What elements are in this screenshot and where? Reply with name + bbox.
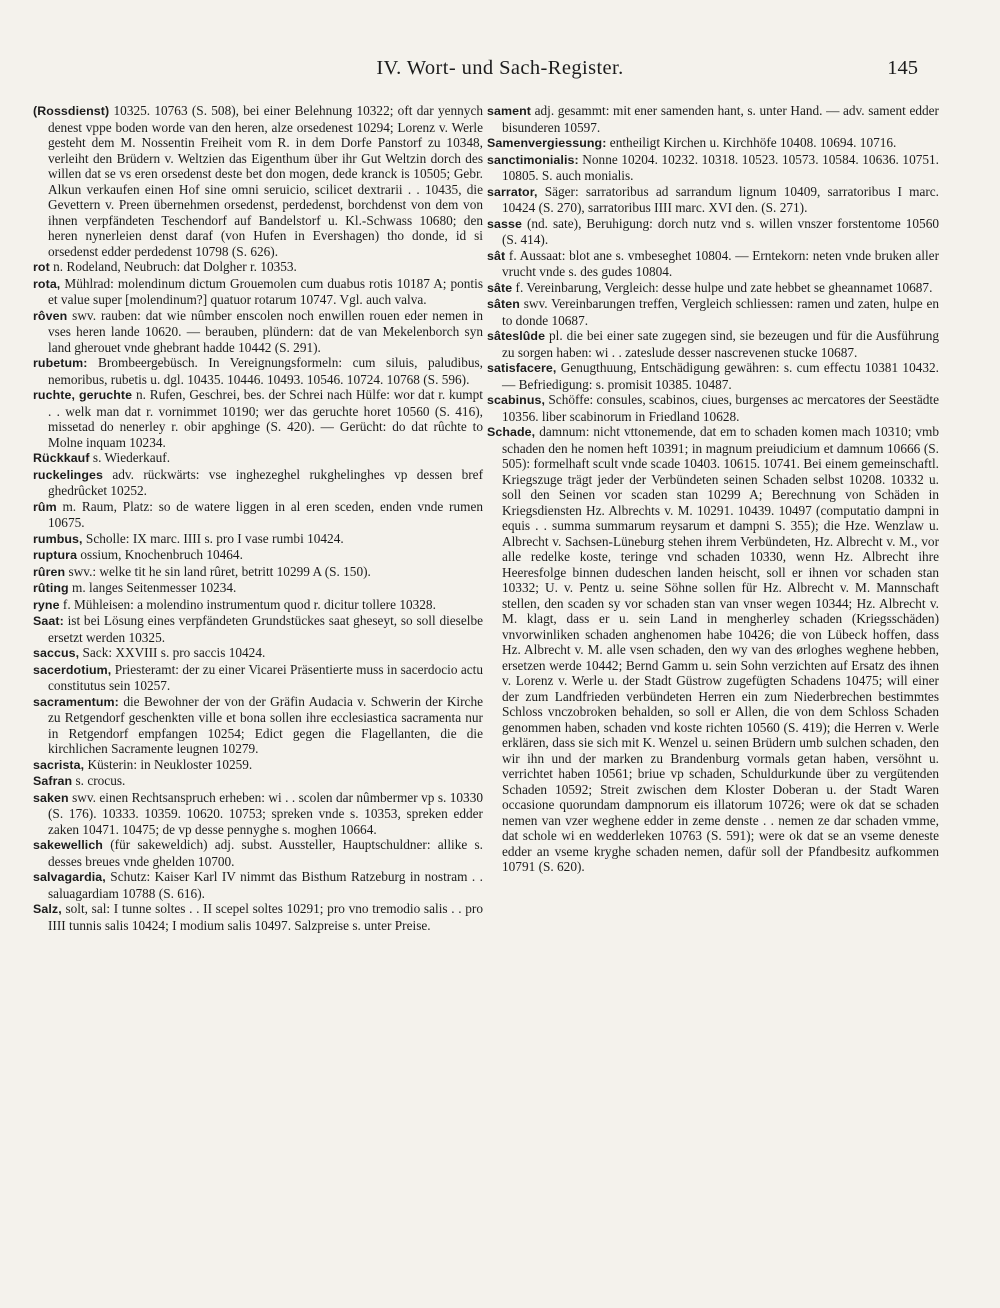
entry-headword: rubetum: [33, 356, 88, 370]
register-entry [487, 248, 939, 280]
entry-text: Schöffe: consules, scabinos, ciues, burgenses ac mercatores der Seestädte 10356. liber scabinorum in Friedland 10628. [502, 392, 940, 424]
register-entry [487, 103, 939, 135]
entry-headword: scabinus, [487, 393, 546, 407]
entry-text: s. Wiederkauf. [92, 450, 171, 465]
entry-text: solt, sal: I tunne soltes . . II scepel soltes 10291; pro vno tremodio salis . . pro IIII tunnis salis 10424; I modium salis 10497. Salzpreise s. unter Preise. [48, 901, 483, 933]
entry-text: entheiligt Kirchen u. Kirchhöfe 10408. 10694. 10716. [609, 135, 897, 150]
entry-headword: rumbus, [33, 531, 83, 546]
register-entry [33, 837, 483, 869]
entry-headword: ryne [33, 597, 60, 612]
entry-text: n. Rodeland, Neubruch: dat Dolgher r. 10353. [53, 259, 297, 274]
entry-headword: Schade, [487, 425, 536, 439]
entry-headword: rot [33, 260, 50, 274]
entry-headword: Saat: [33, 614, 64, 628]
register-entry [487, 280, 939, 297]
entry-text: 10325. 10763 (S. 508), bei einer Belehnung 10322; oft dar yennych denest vppe boden worde van den heren, alze orsedenest 10294; Lorenz v. Werle gesteht dem M. Nossentin Freiheit vom R. in dem Dorfe Panstorf zu 10348, verleiht den Brüdern v. Weltzien das Eigenthum über ihr Gut Weltzin dorch des willen dat se vs eren orsedenst deste bet don mogen, dede kranck is 10505; Gebr. Alkun verkaufen einen Hof sine omni seruicio, scilicet dextrarii . . 10435, die Gevettern v. Preen übernehmen orsedenst, perdedenst, borchdenst von dem von ihnen verpfändeten Teschendorf auf Bandelstorf u. Kl.-Schwass 10680; den heren nynerleien denst daraf (von Hufen in Evershagen) tho donde, id si orsedenst edder perdedenst 10798 (S. 626). [48, 103, 484, 259]
entry-headword: (Rossdienst) [33, 104, 110, 118]
entry-text: (für sakeweldich) adj. subst. Aussteller, Hauptschuldner: allike s. desses breues vnde ghelden 10700. [48, 837, 483, 869]
entry-headword: salvagardia, [33, 870, 106, 884]
register-entry [33, 467, 483, 499]
register-entry [33, 694, 483, 757]
entry-text: Nonne 10204. 10232. 10318. 10523. 10573. 10584. 10636. 10751. 10805. S. auch monialis. [502, 151, 939, 183]
entry-text: swv. rauben: dat wie nûmber enscolen noch enwillen rouen eder nemen in vses heren lande 10620. — berauben, plündern: dat de van Mekelenborch syn land gherouet vnde ghebrant hadde 10442 (S. 291). [48, 307, 483, 355]
register-entry [33, 387, 483, 450]
entry-text: ist bei Lösung eines verpfändeten Grundstückes saat gheseyt, so soll dieselbe ersetzt werden 10325. [48, 613, 484, 645]
register-entry [33, 355, 483, 387]
entry-text: damnum: nicht vttonemende, dat em to schaden komen mach 10310; vmb schaden den he nomen heft 10391; in magnum preiudicium et damnum 10666 (S. 505): formelhaft scult vnde scade 10403. 10615. 10741. Bei einem gemeinschaftl. Kriegszuge trägt jeder der Verbündeten seinen Schaden selbst 10208. 10332 u. soll den Seinen vor scaden stan 10299 A; Berechnung von Schäden in Kriegsdiensten Hz. Albrechts v. M. 10291. 10439. 10497 (computatio dampni in equis . . summa summarum reysarum et dampni S. 355); die Hze. Wenzlaw u. Albrecht v. Sachsen-Lüneburg stehen ihrem Verbündeten, Hz. Albrecht v. M., vor alle redelke koste, teringe vnd schaden 10330, wenn Hz. Albrecht ihre Heeresfolge binnen dudeschen landen heischt, soll er ihnen vor schaden stan 10332; U. v. Pentz u. seine Söhne sollen für Hz. Albrecht v. M. Mannschaft stellen, den scaden sy vor schaden stan van vnser wegen 10344; Hz. Albrecht v. M. klagt, dass er u. sein Land in mengherley schaden (Kriegsschäden) vnvorwinliken schaden anghenomen habe 10426; die von Lübeck hoffen, dass Hz. Albrecht v. M. alle vsen schaden, den wy van des ørloghes weghene hebben, ersetzen werde 10442; Bernd Gamm u. sein Sohn verzichten auf Ersatz des ihnen v. Lorenz v. Werle u. der Stadt Güstrow zugefügten Schadens 10475; will einer der zum Landfrieden verbündeten Herren ein zum Niederbrechen bestimmtes Schloss vnczobroken behalden, so soll er Allen, die von dem Schloss Schaden genommen haben, schaden vnd koste richten 10560 (S. 419); die Herren v. Werle erklären, dass sie sich mit K. Wenzel u. seinen Brüdern umb sulchen schaden, den wir ihn und der marken zu Brandenburg vormals getan haben, versöhnt u. verrichtet haben 10561; briue vp schaden, Schuldurkunde über zu vergütenden Schaden 10592; Streit zwischen dem Kloster Doberan u. der Stadt Waren occasione quorundam dampnorum eis illatorum 10726; were ok dat se schaden nemen van vzer weghene edder in zeme denste . . nemen ze dar schaden vmme, dat schole wi en wedderleken 10763 (S. 591); were ok dat se an vseme deneste edder an vseme kryghe schaden nemen, dafür soll der Pfandbesitz aufkommen 10791 (S. 620). [502, 424, 940, 874]
register-entry [33, 645, 483, 662]
entry-headword: sacramentum: [33, 694, 119, 709]
entry-headword: rûren [33, 564, 66, 579]
register-entry [487, 424, 939, 875]
entry-headword: sanctimonialis: [487, 152, 579, 167]
register-entry [33, 613, 483, 645]
page-number: 145 [887, 57, 918, 79]
register-entry [487, 296, 939, 328]
entry-text: m. Raum, Platz: so de watere liggen in al eren sceden, enden vnde rumen 10675. [48, 498, 483, 530]
register-entry [487, 135, 939, 152]
entry-headword: Salz, [33, 902, 62, 916]
register-entry [487, 392, 939, 424]
entry-text: Küsterin: in Neukloster 10259. [87, 756, 253, 772]
entry-headword: rota, [33, 276, 61, 291]
entry-text: Priesteramt: der zu einer Vicarei Präsentierte muss in sacerdocio actu constitutus sein 10257. [48, 661, 483, 693]
entry-text: Genugthuung, Entschädigung gewähren: s. cum effectu 10381 10432. — Befriedigung: s. promisit 10385. 10487. [502, 360, 939, 392]
entry-text: Mühlrad: molendinum dictum Grouemolen cum duabus rotis 10187 A; pontis et value super [molendinum?] quatuor rotarum 10747. Vgl. auch valva. [48, 275, 483, 307]
entry-text: f. Aussaat: blot ane s. vmbeseghet 10804. — Erntekorn: neten vnde bruken aller vrucht vnde s. des gudes 10804. [502, 247, 939, 279]
entry-text: Säger: sarratoribus ad sarrandum lignum 10409, sarratoribus I marc. 10424 (S. 270), sarratoribus IIII marc. XVI den. (S. 271). [502, 183, 939, 215]
entry-text: pl. die bei einer sate zugegen sind, sie bezeugen und für die Ausführung zu sorgen haben: wi . . zateslude desser nascrevenen stucke 10687. [502, 328, 939, 360]
entry-headword: sâteslûde [487, 329, 546, 343]
register-entry [487, 152, 939, 184]
page-header [0, 55, 1000, 91]
entry-text: Schutz: Kaiser Karl IV nimmt das Bisthum Ratzeburg in nostram . . saluagardiam 10788 (S. 616). [48, 869, 483, 901]
entry-headword: sacerdotium, [33, 662, 112, 677]
register-entry [33, 773, 483, 790]
entry-headword: rûting [33, 581, 69, 595]
entry-text: Sack: XXVIII s. pro saccis 10424. [82, 645, 266, 660]
entry-headword: sament [487, 104, 531, 118]
entry-text: die Bewohner der von der Gräfin Audacia v. Schwerin der Kirche zu Retgendorf geschenkten ville et bona sollen ihre ecclesiastica sacramenta nur in Retgendorf empfangen 10254; Edict gegen die Flagellanten, die die kirchlichen Sacramente leugnen 10279. [48, 693, 483, 756]
entry-text: swv. Vereinbarungen treffen, Vergleich schliessen: ramen und zaten, hulpe en to donde 10687. [502, 296, 939, 328]
register-entry [33, 547, 483, 564]
register-entry [33, 259, 483, 276]
register-entry [33, 597, 483, 614]
entry-headword: sâte [487, 280, 513, 295]
right-column [487, 103, 939, 875]
entry-headword: sâten [487, 297, 520, 311]
register-entry [33, 499, 483, 531]
entry-headword: Safran [33, 774, 73, 788]
register-entry [33, 869, 483, 901]
entry-headword: ruptura [33, 548, 78, 562]
entry-headword: sarrator, [487, 184, 538, 199]
register-entry [33, 662, 483, 694]
entry-headword: Rückkauf [33, 451, 90, 465]
register-entry [33, 790, 483, 838]
entry-text: s. crocus. [75, 773, 126, 788]
entry-headword: sât [487, 248, 506, 263]
entry-headword: saccus, [33, 646, 80, 660]
register-entry [487, 328, 939, 360]
entry-headword: sacrista, [33, 757, 85, 772]
register-entry [33, 580, 483, 597]
entry-headword: Samenvergiessung: [487, 136, 607, 150]
entry-text: m. langes Seitenmesser 10234. [72, 580, 237, 595]
register-entry [487, 184, 939, 216]
register-entry [33, 564, 483, 581]
entry-text: ossium, Knochenbruch 10464. [80, 547, 243, 562]
entry-text: f. Vereinbarung, Vergleich: desse hulpe und zate hebbet se gheannamet 10687. [515, 279, 933, 295]
entry-headword: rôven [33, 308, 68, 323]
register-entry [33, 757, 483, 774]
left-column [33, 103, 483, 933]
running-title: IV. Wort- und Sach-Register. [376, 57, 624, 79]
entry-text: swv. einen Rechtsanspruch erheben: wi . . scolen dar nûmbermer vp s. 10330 (S. 176). 10333. 10359. 10620. 10753; spreken vnde s. 10353, spreken edder zaken 10471. 10475; de vp desse pennyghe s. moghen 10664. [48, 789, 483, 837]
entry-text: adj. gesammt: mit ener samenden hant, s. unter Hand. — adv. sament edder bisunderen 10597. [502, 103, 939, 135]
entry-headword: saken [33, 790, 69, 805]
register-entry [33, 901, 483, 933]
entry-text: f. Mühleisen: a molendino instrumentum quod r. dicitur tollere 10328. [62, 596, 436, 612]
entry-headword: rûm [33, 499, 57, 514]
register-entry [487, 360, 939, 392]
register-entry [33, 450, 483, 467]
entry-text: Scholle: IX marc. IIII s. pro I vase rumbi 10424. [85, 530, 344, 546]
entry-headword: sasse [487, 216, 522, 231]
entry-text: adv. rückwärts: vse inghezeghel rukghelinghes vp dessen bref ghedrûcket 10252. [48, 466, 483, 498]
register-entry [33, 276, 483, 308]
entry-text: swv.: welke tit he sin land rûret, betritt 10299 A (S. 150). [68, 563, 371, 579]
register-entry [487, 216, 939, 248]
entry-headword: satisfacere, [487, 361, 557, 375]
entry-text: Brombeergebüsch. In Vereignungsformeln: cum siluis, paludibus, nemoribus, rubetis u. dgl. 10435. 10446. 10493. 10546. 10724. 10768 (S. 596). [48, 355, 483, 387]
register-entry [33, 103, 483, 259]
entry-text: (nd. sate), Beruhigung: dorch nutz vnd s. willen vnszer forstentome 10560 (S. 414). [502, 215, 939, 247]
entry-headword: sakewellich [33, 838, 103, 852]
entry-headword: ruchte, geruchte [33, 388, 133, 402]
register-entry [33, 531, 483, 548]
entry-headword: ruckelinges [33, 467, 103, 482]
entry-text: n. Rufen, Geschrei, bes. der Schrei nach Hülfe: wor dat r. kumpt . . welk man dat r. vornimmet 10190; wer das geruchte horet 10560 (S. 416), missetad do nenerley r. obir apghinge (S. 420). — Gerücht: do dat rûchte to Molne inquam 10234. [48, 387, 483, 450]
register-entry [33, 308, 483, 356]
